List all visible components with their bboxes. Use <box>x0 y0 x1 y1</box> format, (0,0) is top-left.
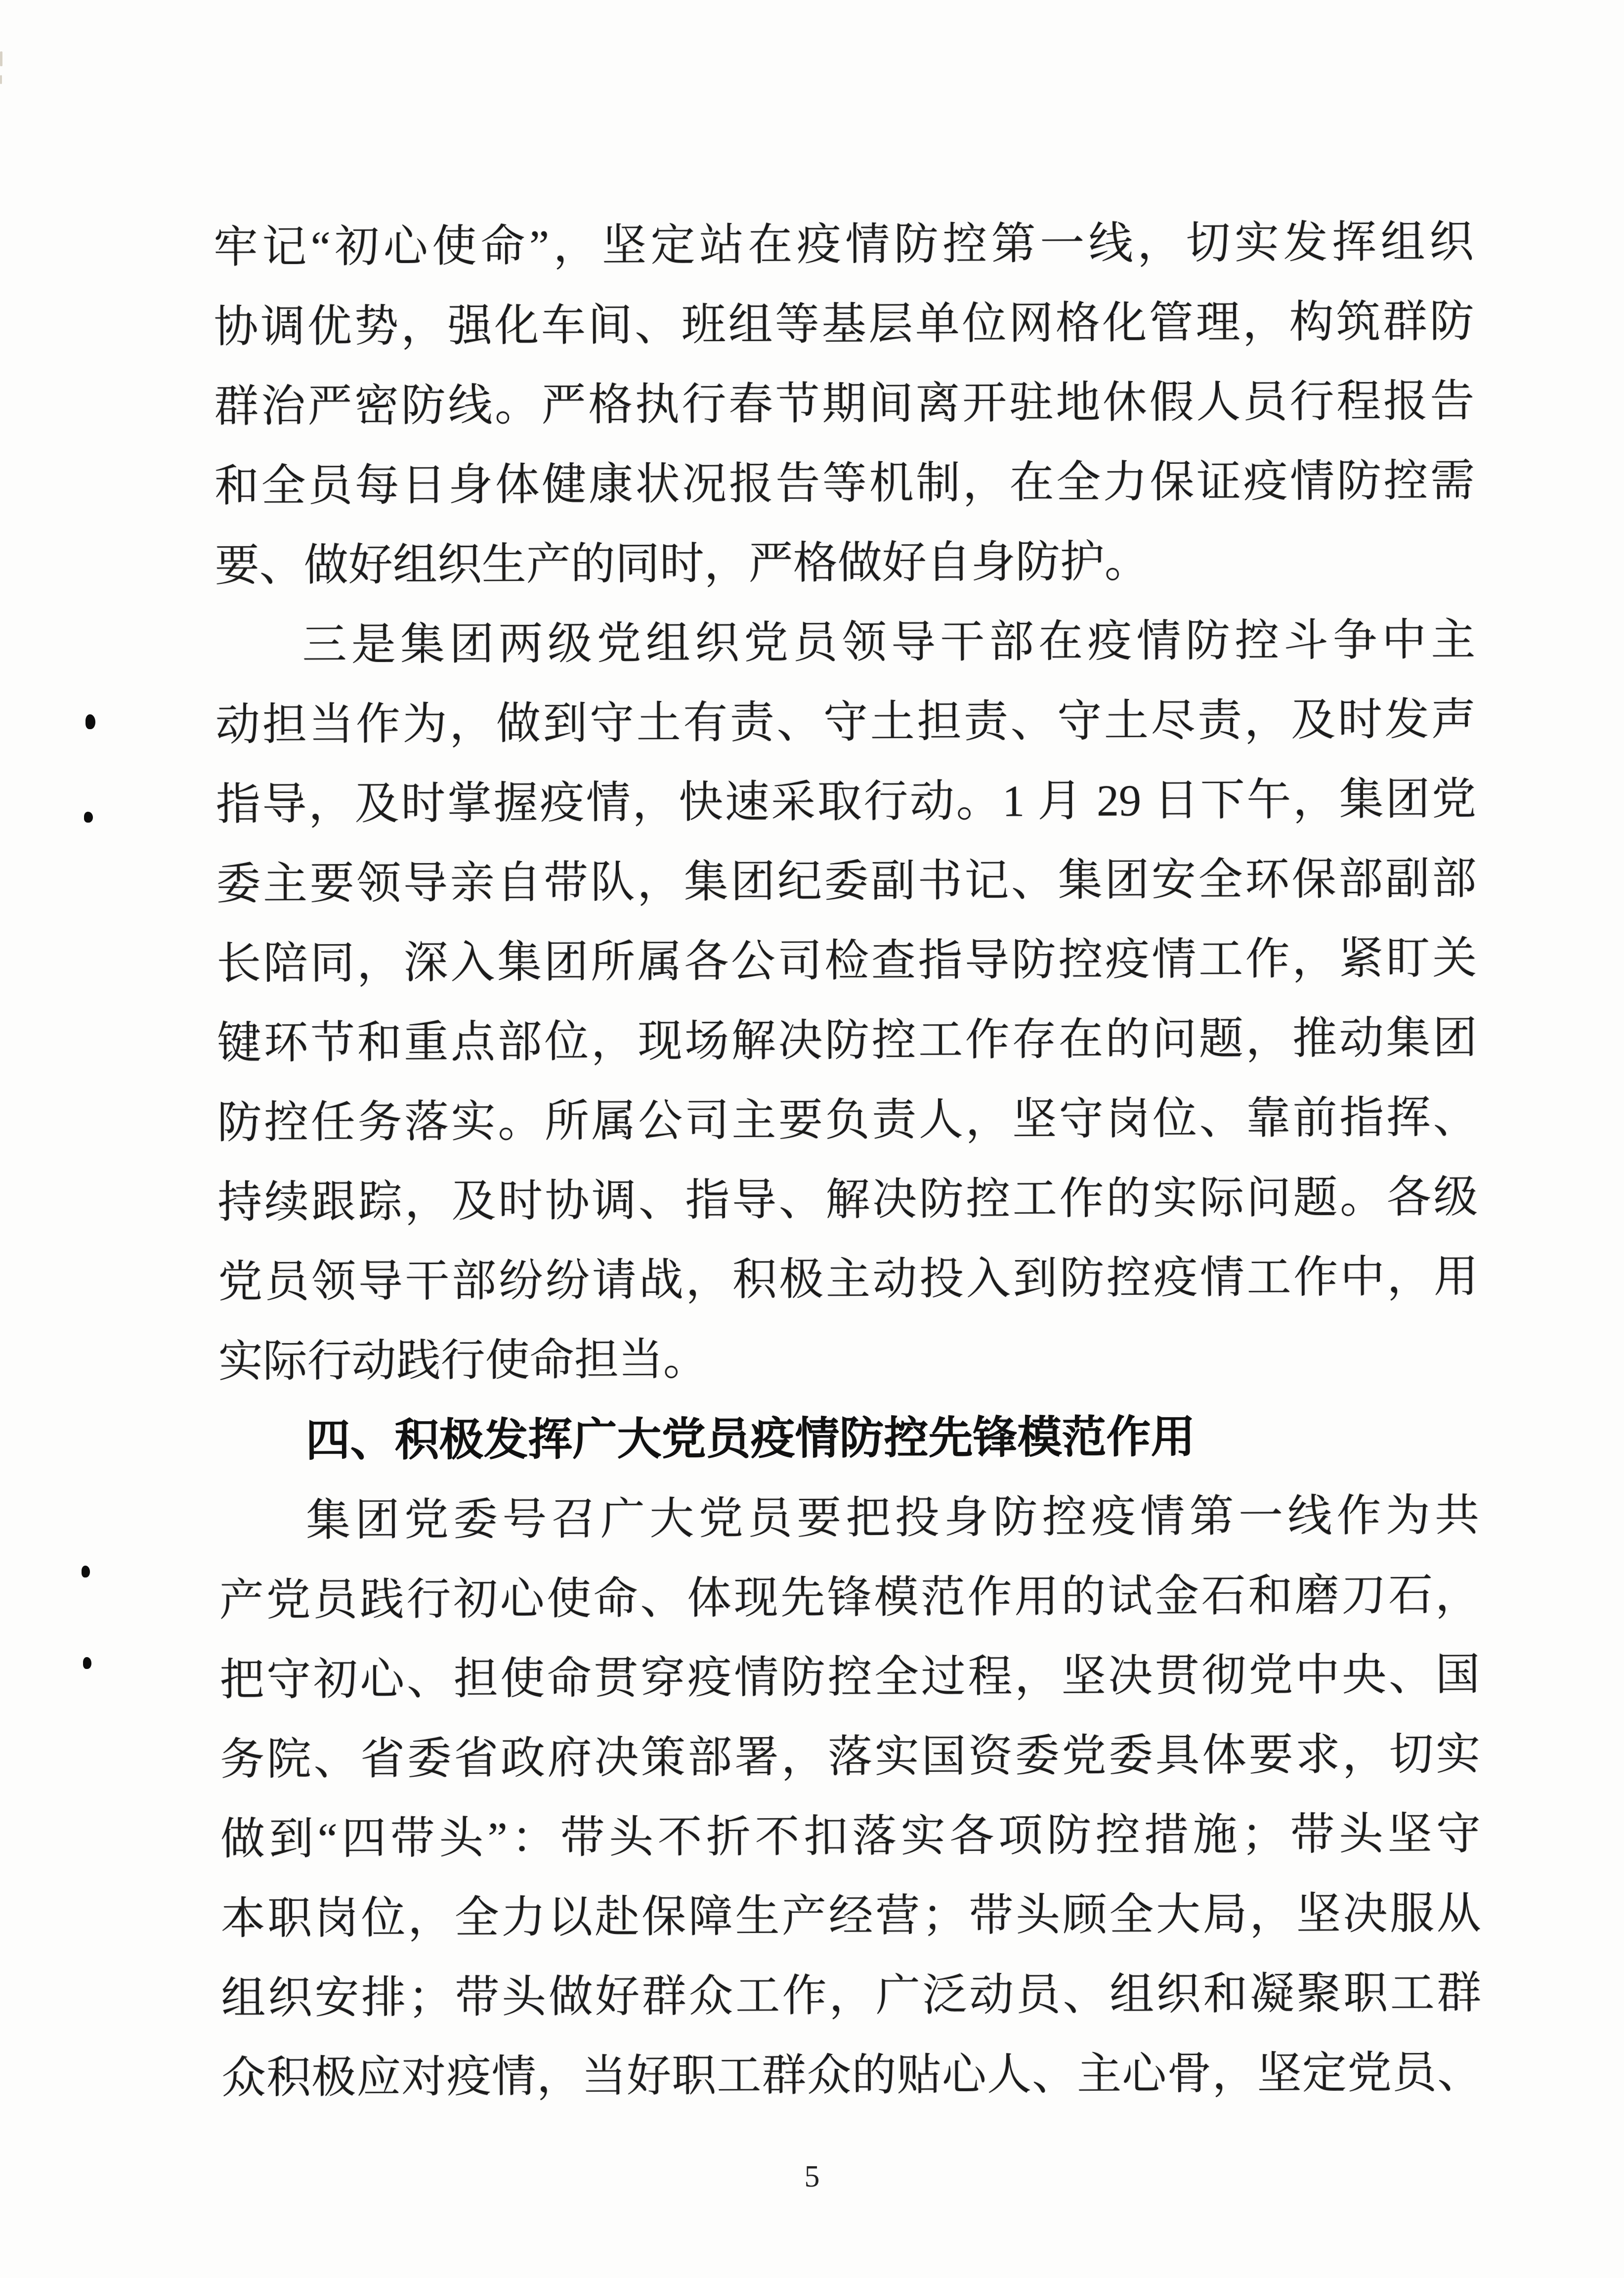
text-line: 防控任务落实。所属公司主要负责人，坚守岗位、靠前指挥、 <box>217 1093 1478 1148</box>
text-line: 党员领导干部纷纷请战，积极主动投入到防控疫情工作中，用 <box>217 1252 1479 1307</box>
ink-speck <box>82 1566 90 1577</box>
paragraph <box>219 1476 1482 2118</box>
text-line: 本职岗位，全力以赴保障生产经营；带头顾全大局，坚决服从 <box>220 1889 1481 1944</box>
text-line: 动担当作为，做到守土有责、守土担责、守土尽责，及时发声 <box>215 695 1476 750</box>
section-heading <box>218 1396 1479 1481</box>
text-line: 长陪同，深入集团所属各公司检查指导防控疫情工作，紧盯关 <box>216 934 1477 989</box>
ink-speck <box>83 1657 91 1669</box>
text-line: 组织安排；带头做好群众工作，广泛动员、组织和凝聚职工群 <box>221 1969 1482 2023</box>
page-number: 5 <box>804 2160 820 2193</box>
text-line: 众积极应对疫情，当好职工群众的贴心人、主心骨，坚定党员、 <box>221 2048 1482 2103</box>
text-line: 务院、省委省政府决策部署，落实国资委党委具体要求，切实 <box>220 1730 1481 1785</box>
text-line: 做到“四带头”：带头不折不扣落实各项防控措施；带头坚守 <box>220 1809 1481 1864</box>
text-line: 产党员践行初心使命、体现先锋模范作用的试金石和磨刀石， <box>219 1571 1480 1625</box>
ink-speck <box>84 812 93 823</box>
text-line: 集团党委号召广大党员要把投身防控疫情第一线作为共 <box>305 1491 1480 1545</box>
document-text <box>214 202 1482 2118</box>
text-line: 和全员每日身体健康状况报告等机制，在全力保证疫情防控需 <box>214 456 1475 511</box>
paragraph <box>215 600 1479 1402</box>
text-line: 指导，及时掌握疫情，快速采取行动。1 月 29 日下午，集团党 <box>215 775 1477 830</box>
text-line: 要、做好组织生产的同时，严格做好自身防护。 <box>214 537 1149 591</box>
text-line: 三是集团两级党组织党员领导干部在疫情防控斗争中主 <box>302 615 1476 670</box>
text-line: 协调优势，强化车间、班组等基层单位网格化管理，构筑群防 <box>214 297 1474 352</box>
text-line: 实际行动践行使命担当。 <box>218 1335 708 1387</box>
text-line: 牢记“初心使命”，坚定站在疫情防控第一线，切实发挥组织 <box>213 218 1474 272</box>
text-line: 把守初心、担使命贯穿疫情防控全过程，坚决贯彻党中央、国 <box>219 1650 1480 1705</box>
text-line: 群治严密防线。严格执行春节期间离开驻地休假人员行程报告 <box>214 377 1475 432</box>
text-line: 键环节和重点部位，现场解决防控工作存在的问题，推动集团 <box>216 1013 1478 1068</box>
ink-speck <box>85 714 95 729</box>
paragraph <box>214 202 1475 606</box>
scan-edge-mark <box>0 51 2 66</box>
text-line: 持续跟踪，及时协调、指导、解决防控工作的实际问题。各级 <box>217 1173 1478 1227</box>
scan-edge-mark <box>0 75 2 84</box>
text-line: 委主要领导亲自带队，集团纪委副书记、集团安全环保部副部 <box>216 854 1477 909</box>
text-line: 四、积极发挥广大党员疫情防控先锋模范作用 <box>305 1412 1196 1466</box>
